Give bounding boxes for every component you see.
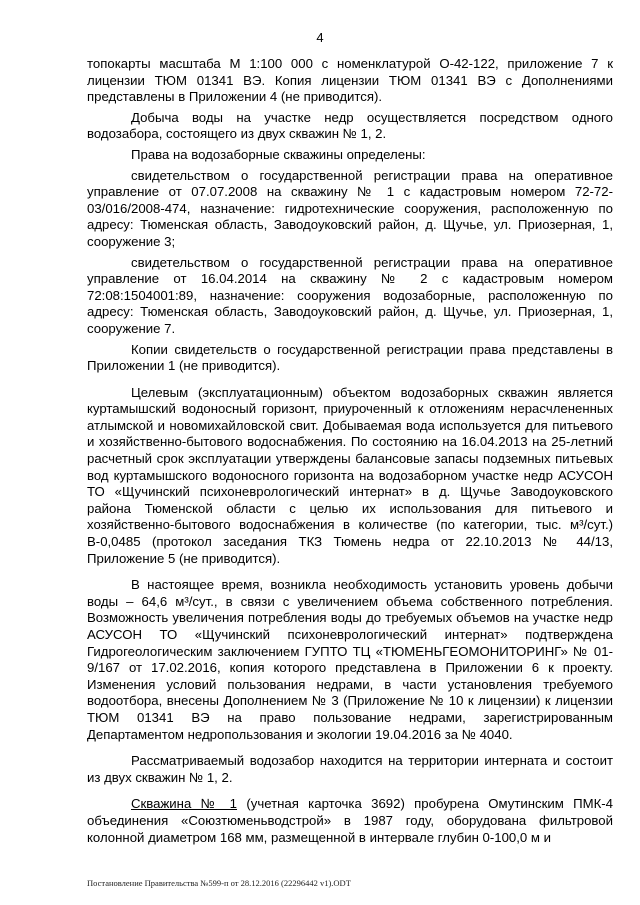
paragraph-current-need: В настоящее время, возникла необходимость установить уровень добычи воды – 64,6 м³/сут., в связи с увеличением объема собственного потребления. Возможность увеличения потребления воды до требуемых объемов на участке недр АСУСОН ТО «Щучинский психоневрологический интернат» подтверждена Гидрогеологическим заключением ГУПТО ТЦ «ТЮМЕНЬГЕОМОНИТОРИНГ» № 01-9/167 от 17.02.2016, копия которого представлена в Приложении 6 к проекту. Изменения условий пользования недрами, в части установления требуемого водоотбора, внесены Дополнением № 3 (Приложение № 10 к лицензии) к лицензии ТЮМ 01341 ВЭ на право пользование недрами, зарегистрированным Департаментом недропользования и экологии 19.04.2016 за № 4040.: [87, 577, 613, 742]
paragraph-continuation: топокарты масштаба М 1:100 000 с номенклатурой О-42-122, приложение 7 к лицензии ТЮМ 01341 ВЭ. Копия лицензии ТЮМ 01341 ВЭ с Дополнениями представлены в Приложении 4 (не приводится).: [87, 56, 613, 105]
paragraph-certificate-well-1: свидетельством о государственной регистрации права на оперативное управление от 07.07.2008 на скважину № 1 с кадастровым номером 72-72-03/016/2008-474, назначение: гидротехнические сооружения, расположенную по адресу: Тюменская область, Заводоуковский район, д. Щучье, ул. Приозерная, 1, сооружение 3;: [87, 167, 613, 249]
paragraph-rights-intro: Права на водозаборные скважины определены:: [131, 146, 426, 162]
paragraph-intake-location: Рассматриваемый водозабор находится на территории интерната и состоит из двух скважин № 1, 2.: [87, 753, 613, 785]
paragraph-certificate-well-2: свидетельством о государственной регистрации права на оперативное управление от 16.04.2014 на скважину № 2 с кадастровым номером 72:08:1504001:89, назначение: сооружения водозаборные, расположенную по адресу: Тюменская область, Заводоуковский район, д. Щучье, ул. Приозерная, 1, сооружение 7.: [87, 254, 613, 336]
paragraph-certificate-copies: Копии свидетельств о государственной регистрации права представлены в Приложении 1 (не приводится).: [87, 341, 613, 374]
well-1-heading: Скважина № 1: [131, 796, 238, 812]
document-footer: Постановление Правительства №599-п от 28.12.2016 (22296442 v1).ODT: [87, 878, 351, 888]
page-number: 4: [316, 30, 324, 45]
paragraph-well-1: [87, 796, 613, 846]
paragraph-target-horizon: Целевым (эксплуатационным) объектом водозаборных скважин является куртамышский водоносный горизонт, приуроченный к отложениям нерасчлененных атлымской и новомихайловской свит. Добываемая вода используется для питьевого и хозяйственно-бытового водоснабжения. По состоянию на 16.04.2013 на 25-летний расчетный срок эксплуатации утверждены балансовые запасы подземных питьевых вод куртамышского водоносного горизонта на водозаборном участке недр АСУСОН ТО «Щучинский психоневрологический интернат» в д. Щучье Заводоуковского района Тюменской области с целью их использования для питьевого и хозяйственно-бытового водоснабжения в количестве (по категории, тыс. м³/сут.) В-0,0485 (протокол заседания ТКЗ Тюмень недра от 22.10.2013 № 44/13, Приложение 5 (не приводится).: [87, 384, 613, 566]
paragraph-water-intake: Добыча воды на участке недр осуществляется посредством одного водозабора, состоящего из двух скважин № 1, 2.: [87, 109, 613, 142]
document-body: [87, 56, 613, 850]
well-1-text: (учетная карточка 3692) пробурена Омутинским ПМК-4 объединения «Союзтюменьводстрой» в 1987 году, оборудована фильтровой колонной диаметром 168 мм, размещенной в интервале глубин 0-100,0 м и: [87, 796, 613, 845]
